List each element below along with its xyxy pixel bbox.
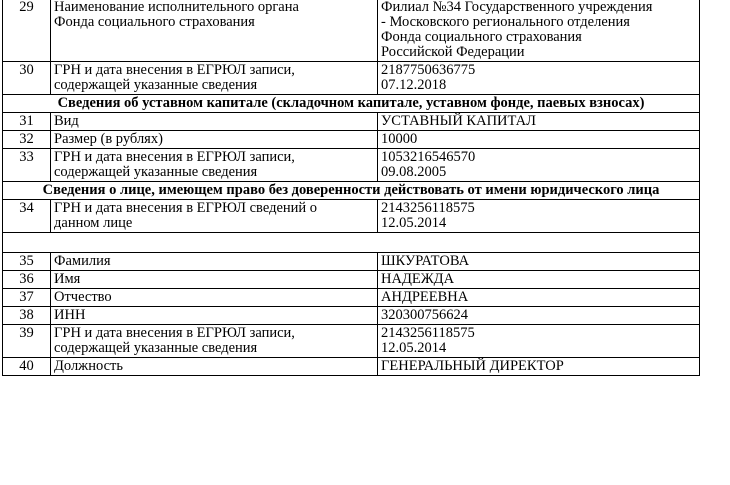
table-row: [3, 62, 700, 95]
row-value: 2143256118575 12.05.2014: [378, 200, 700, 233]
row-value: Филиал №34 Государственного учреждения - Московского регионального отделения Фонда социального страхования Российской Федерации: [378, 0, 700, 62]
row-number: 30: [3, 62, 51, 95]
table-row: [3, 307, 700, 325]
table-row: [3, 271, 700, 289]
row-value: 1053216546570 09.08.2005: [378, 149, 700, 182]
section-header-row: [3, 95, 700, 113]
table-row: [3, 131, 700, 149]
row-number: 31: [3, 113, 51, 131]
table-row: [3, 0, 700, 62]
table-row: [3, 253, 700, 271]
table-row: [3, 325, 700, 358]
table-row: [3, 113, 700, 131]
row-label: ГРН и дата внесения в ЕГРЮЛ сведений о данном лице: [51, 200, 378, 233]
row-value: ГЕНЕРАЛЬНЫЙ ДИРЕКТОР: [378, 358, 700, 376]
row-value: УСТАВНЫЙ КАПИТАЛ: [378, 113, 700, 131]
row-number: 34: [3, 200, 51, 233]
row-number: 39: [3, 325, 51, 358]
table-row: [3, 149, 700, 182]
row-label: Фамилия: [51, 253, 378, 271]
row-value: 10000: [378, 131, 700, 149]
row-value: ШКУРАТОВА: [378, 253, 700, 271]
row-value: НАДЕЖДА: [378, 271, 700, 289]
row-number: 36: [3, 271, 51, 289]
row-number: 38: [3, 307, 51, 325]
row-label: ГРН и дата внесения в ЕГРЮЛ записи, содержащей указанные сведения: [51, 325, 378, 358]
row-label: Размер (в рублях): [51, 131, 378, 149]
row-label: Наименование исполнительного органа Фонда социального страхования: [51, 0, 378, 62]
row-label: ИНН: [51, 307, 378, 325]
row-number: 33: [3, 149, 51, 182]
table-row: [3, 358, 700, 376]
row-label: Имя: [51, 271, 378, 289]
row-label: Должность: [51, 358, 378, 376]
table-row: [3, 200, 700, 233]
section-header-capital: Сведения об уставном капитале (складочном капитале, уставном фонде, паевых взносах): [3, 95, 700, 113]
row-value: 320300756624: [378, 307, 700, 325]
section-header-row: [3, 182, 700, 200]
row-value: 2187750636775 07.12.2018: [378, 62, 700, 95]
row-number: 29: [3, 0, 51, 62]
row-label: ГРН и дата внесения в ЕГРЮЛ записи, содержащей указанные сведения: [51, 62, 378, 95]
table-row: [3, 289, 700, 307]
egrul-extract-table: [2, 0, 700, 376]
section-header-person: Сведения о лице, имеющем право без доверенности действовать от имени юридического лица: [3, 182, 700, 200]
row-label: ГРН и дата внесения в ЕГРЮЛ записи, содержащей указанные сведения: [51, 149, 378, 182]
row-number: 35: [3, 253, 51, 271]
row-label: Отчество: [51, 289, 378, 307]
row-value: АНДРЕЕВНА: [378, 289, 700, 307]
row-number: 32: [3, 131, 51, 149]
blank-cell: [3, 233, 700, 253]
row-label: Вид: [51, 113, 378, 131]
row-number: 37: [3, 289, 51, 307]
blank-row: [3, 233, 700, 253]
row-number: 40: [3, 358, 51, 376]
row-value: 2143256118575 12.05.2014: [378, 325, 700, 358]
